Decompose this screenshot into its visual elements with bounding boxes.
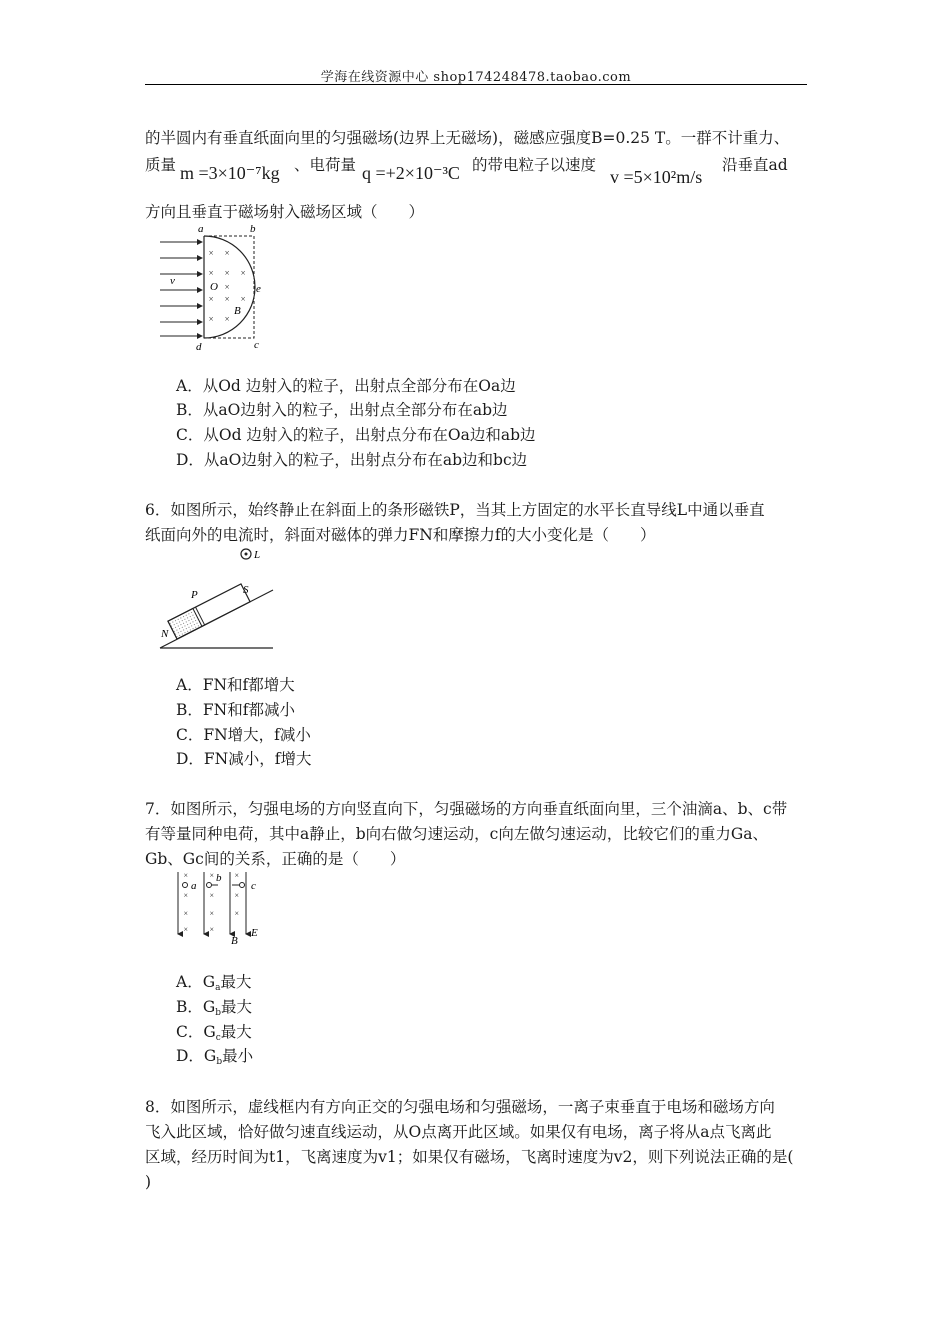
q7-option-b: B．$G_b$最大 [176,998,253,1018]
q7-field-figure [172,868,272,950]
svg-text:×: × [208,268,215,278]
fig6-label-N: N [161,628,169,640]
q7-text-line-3: Gb、Gc间的关系，正确的是（ ） [145,850,406,868]
svg-text:×: × [224,282,231,292]
q5-text-line-2d: 沿垂直ad [722,156,788,174]
q5-text-line-2b: 、电荷量 [294,156,357,174]
svg-text:×: × [209,909,215,918]
page-header: 学海在线资源中心 shop174248478.taobao.com [320,70,632,85]
q5-text-line-3: 方向且垂直于磁场射入磁场区域（ ） [145,203,425,221]
q6-option-a: A．FN和f都增大 [176,676,295,694]
q5-text-line-2a: 质量 [145,156,177,174]
q6-text-line-1: 6．如图所示，始终静止在斜面上的条形磁铁P，当其上方固定的水平长直导线L中通以垂直 [145,501,765,519]
svg-text:×: × [240,294,247,304]
svg-text:×: × [209,925,215,934]
fig5-label-b: b [250,223,256,235]
q5-option-b: B．从aO边射入的粒子，出射点全部分布在ab边 [176,401,508,419]
fig7-label-c: c [251,880,256,892]
svg-text:×: × [224,268,231,278]
header-divider [145,84,807,85]
fig6-label-P: P [191,589,198,601]
svg-text:×: × [208,294,215,304]
q7-text-line-2: 有等量同种电荷，其中a静止，b向右做匀速运动，c向左做匀速运动，比较它们的重力Ga、 [145,825,768,843]
q5-charge-formula: q =+2×10⁻³C [362,163,460,183]
svg-text:×: × [183,871,189,880]
q5-option-d: D．从aO边射入的粒子，出射点分布在ab边和bc边 [176,451,528,469]
q5-magnetic-field-figure [150,222,280,354]
fig6-label-S: S [243,584,249,596]
q7-option-a: A．$G_a$最大 [176,973,252,993]
q6-option-d: D．FN减小，f增大 [176,750,312,768]
q8-text-line-3: 区域，经历时间为t1，飞离速度为v1；如果仅有磁场，飞离时速度为v2，则下列说法正确的是( [145,1148,794,1166]
q6-incline-magnet-figure [155,545,280,653]
fig7-label-E: E [251,927,258,939]
q7-text-line-1: 7．如图所示，匀强电场的方向竖直向下，匀强磁场的方向垂直纸面向里，三个油滴a、b、c带 [145,800,788,818]
svg-text:×: × [234,891,240,900]
q5-text-line-2c: 的带电粒子以速度 [472,156,597,174]
q8-text-line-4: ) [145,1173,152,1191]
svg-text:×: × [224,294,231,304]
q6-option-c: C．FN增大，f减小 [176,726,311,744]
fig5-label-a: a [198,223,204,235]
q5-text-line-1: 的半圆内有垂直纸面向里的匀强磁场(边界上无磁场)，磁感应强度B=0.25 T。一群不计重力、 [145,129,790,147]
fig7-label-b: b [216,872,222,884]
fig5-label-e: e [256,283,261,295]
svg-text:×: × [234,871,240,880]
svg-text:×: × [209,891,215,900]
q8-text-line-1: 8．如图所示，虚线框内有方向正交的匀强电场和匀强磁场，一离子束垂直于电场和磁场方向 [145,1098,775,1116]
svg-text:×: × [183,891,189,900]
svg-text:×: × [183,909,189,918]
svg-text:×: × [208,248,215,258]
svg-text:×: × [240,268,247,278]
fig7-label-B: B [231,935,238,947]
svg-text:×: × [209,871,215,880]
q5-mass-formula: m =3×10⁻⁷kg [180,163,280,183]
svg-text:×: × [234,909,240,918]
q6-option-b: B．FN和f都减小 [176,701,295,719]
q7-option-c: C．$G_c$最大 [176,1023,252,1043]
q5-option-c: C．从Od 边射入的粒子，出射点分布在Oa边和ab边 [176,426,536,444]
q5-option-a: A．从Od 边射入的粒子，出射点全部分布在Oa边 [176,377,516,395]
q6-text-line-2: 纸面向外的电流时，斜面对磁体的弹力FN和摩擦力f的大小变化是（ ） [145,526,656,544]
fig7-label-a: a [191,880,197,892]
q8-text-line-2: 飞入此区域，恰好做匀速直线运动，从O点离开此区域。如果仅有电场，离子将从a点飞离此 [145,1123,772,1141]
fig5-label-d: d [196,341,202,353]
q5-velocity-formula: v =5×10²m/s [610,167,703,187]
svg-text:×: × [208,314,215,324]
q7-option-d: D．$G_b$最小 [176,1047,254,1067]
svg-text:×: × [224,248,231,258]
fig5-label-v: v [170,275,175,287]
fig6-label-L: L [254,549,261,561]
fig5-label-c: c [254,339,259,351]
fig5-label-O: O [210,281,218,293]
svg-text:×: × [224,314,231,324]
fig5-label-B: B [234,305,241,317]
svg-text:×: × [183,925,189,934]
